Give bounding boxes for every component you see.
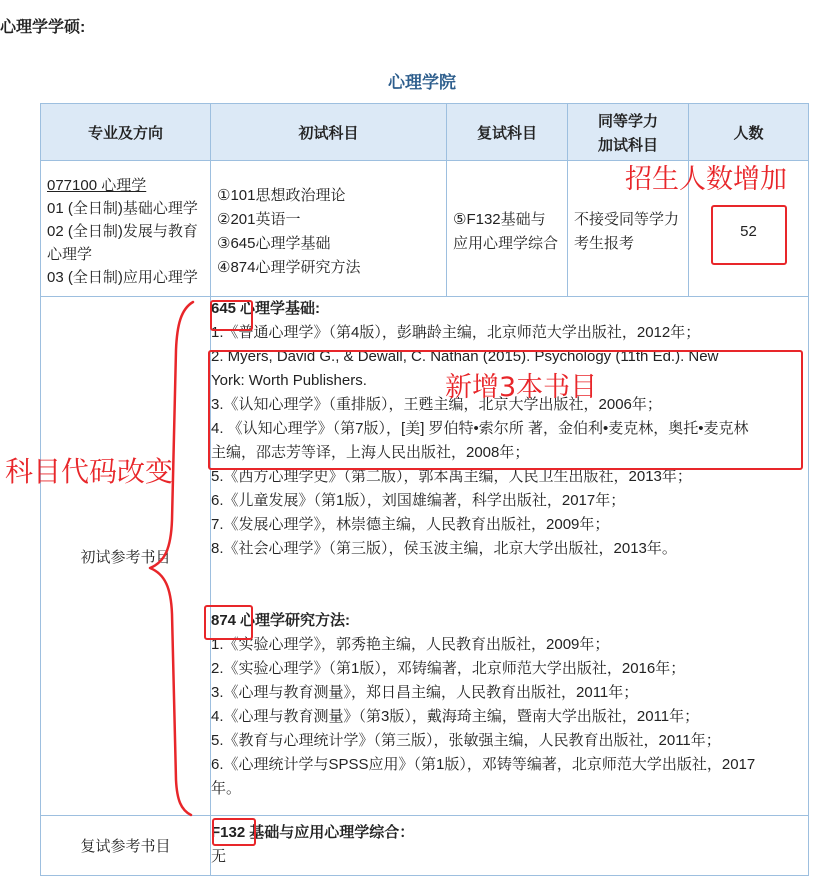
book-line: 5.《教育与心理统计学》（第三版），张敏强主编，人民教育出版社，2011年； (211, 732, 721, 749)
section-code: F132 (211, 824, 246, 841)
annotation-box-874 (204, 605, 253, 640)
book-line: 1.《实验心理学》，郭秀艳主编，人民教育出版社，2009年； (211, 636, 610, 653)
retest-references-content (211, 816, 809, 876)
retest-subject-line: ⑤F132基础与 (453, 210, 546, 228)
book-line: 4.《心理与教育测量》（第3版），戴海琦主编，暨南大学出版社，2011年； (211, 708, 700, 725)
reference-section-title (211, 297, 808, 321)
book-line: 6.《心理统计学与SPSS应用》（第1版），邓铸等编著，北京师范大学出版社，2017 (211, 756, 756, 773)
prelim-subject-item: ③645心理学基础 (217, 234, 331, 252)
prelim-subject-item: ①101思想政治理论 (217, 186, 346, 204)
program-code-link[interactable]: 077100 心理学 (47, 177, 147, 194)
book-line: 年。 (211, 780, 242, 797)
annotation-box-f132 (212, 818, 256, 846)
school-title: 心理学院 (388, 73, 456, 92)
annotation-box-new-books (208, 350, 803, 470)
book-entry (211, 489, 808, 513)
page-heading: 心理学学硕: (0, 19, 86, 36)
book-line: 4. 《认知心理学》（第7版），[美] 罗伯特•索尔所 著，金伯利•麦克林，奥托•麦克林 (211, 420, 749, 437)
book-line: 6.《儿童发展》（第1版），刘国雄编著，科学出版社，2017年； (211, 492, 626, 509)
prelim-subjects-cell (211, 161, 447, 297)
section-code: 874 (211, 612, 237, 629)
admissions-table (40, 103, 809, 876)
annotation-quota-increase: 招生人数增加 (625, 164, 787, 195)
major-cell (41, 161, 211, 297)
book-line: York: Worth Publishers. (211, 372, 367, 389)
annotation-code-changed: 科目代码改变 (5, 455, 174, 488)
reference-section-title (211, 821, 808, 845)
book-line: 3.《心理与教育测量》，郑日昌主编，人民教育出版社，2011年； (211, 684, 639, 701)
header-equivalent-exam-line: 加试科目 (597, 137, 658, 154)
book-entry (211, 657, 808, 681)
book-entry (211, 537, 808, 561)
equivalent-exam-line: 考生报考 (574, 234, 635, 252)
section-title: 基础与应用心理学综合： (249, 824, 415, 841)
quota-value: 52 (740, 223, 757, 240)
section-title: 心理学基础: (240, 300, 321, 317)
book-entry (211, 321, 808, 345)
section-code: 645 (211, 300, 237, 317)
book-line: 主编，邵志芳等译，上海人民出版社，2008年； (211, 444, 530, 461)
header-equivalent-exam (568, 104, 689, 161)
book-line: 2. Myers, David G., & Dewall, C. Nathan (2015). Psychology (11th Ed.). New (211, 348, 719, 365)
prelim-references-label: 初试参考书目 (41, 297, 211, 816)
book-line: 8.《社会心理学》（第三版），侯玉波主编，北京大学出版社，2013年。 (211, 540, 677, 557)
annotation-box-quota (711, 205, 787, 265)
book-entry (211, 705, 808, 729)
header-row (41, 104, 809, 161)
retest-references-label: 复试参考书目 (41, 816, 211, 876)
book-entry (211, 681, 808, 705)
direction-line: 02 (全日制)发展与教育 (47, 223, 198, 240)
direction-line: 心理学 (47, 246, 93, 263)
prelim-subject-item: ②201英语一 (217, 210, 301, 228)
prelim-subject-item: ④874心理学研究方法 (217, 258, 361, 276)
book-line: 3.《认知心理学》（重排版），王甦主编，北京大学出版社，2006年； (211, 396, 662, 413)
section-title: 心理学研究方法: (240, 612, 351, 629)
direction-line: 03 (全日制)应用心理学 (47, 269, 198, 286)
header-quota: 人数 (689, 104, 809, 161)
direction-line: 01 (全日制)基础心理学 (47, 200, 198, 217)
header-equivalent-exam-line: 同等学力 (597, 113, 658, 130)
book-entry (211, 753, 808, 801)
annotation-box-645 (210, 300, 253, 331)
header-prelim-subjects: 初试科目 (211, 104, 447, 161)
annotation-new-books: 新增3本书目 (445, 372, 598, 403)
book-line: 2.《实验心理学》（第1版），邓铸编著，北京师范大学出版社，2016年； (211, 660, 686, 677)
book-line: 7.《发展心理学》，林崇德主编，人民教育出版社，2009年； (211, 516, 610, 533)
reference-section-title (211, 609, 808, 633)
retest-subject-line: 应用心理学综合 (453, 234, 559, 252)
book-entry (211, 513, 808, 537)
equivalent-exam-line: 不接受同等学力 (574, 210, 680, 228)
retest-subjects-cell (447, 161, 568, 297)
book-entry (211, 729, 808, 753)
header-retest-subjects: 复试科目 (447, 104, 568, 161)
retest-references-row (41, 816, 809, 876)
section-gap (211, 561, 808, 609)
book-entry (211, 633, 808, 657)
retest-references-value: 无 (211, 848, 227, 865)
retest-references-list (211, 821, 808, 869)
header-major: 专业及方向 (41, 104, 211, 161)
book-line: 5.《西方心理学史》（第二版），郭本禹主编，人民卫生出版社，2013年； (211, 468, 692, 485)
book-line: 1.《普通心理学》（第4版），彭聃龄主编，北京师范大学出版社，2012年； (211, 324, 701, 341)
